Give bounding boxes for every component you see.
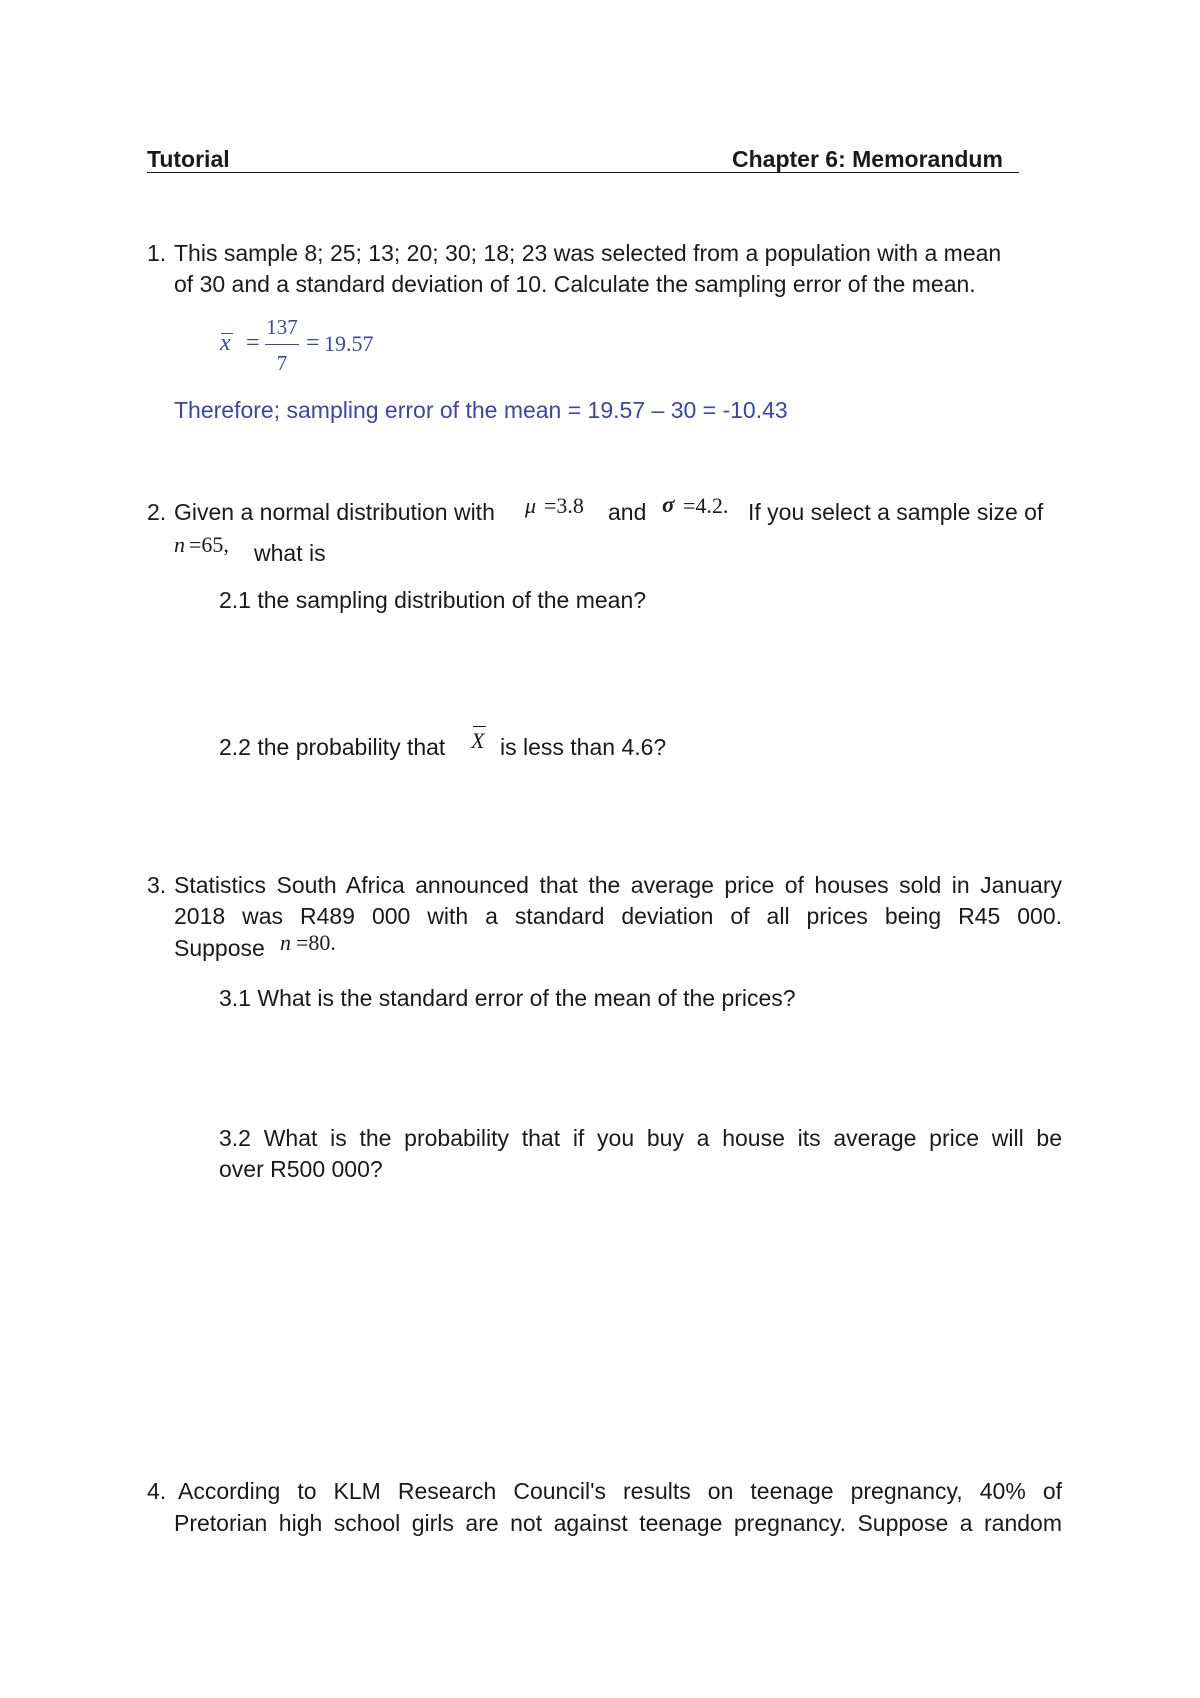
header-underline (147, 172, 1019, 173)
question-2-number: 2. (147, 499, 167, 525)
question-3-line-1: Statistics South Africa announced that the average price of houses sold in January (174, 872, 1062, 898)
header-left-title: Tutorial (147, 146, 230, 172)
question-2-1: 2.1 the sampling distribution of the mean? (219, 587, 647, 613)
q1-formula-fraction-bar (265, 344, 299, 345)
question-2-tail: If you select a sample size of (748, 499, 1044, 525)
x-bar-variable: x (220, 330, 231, 356)
question-3-number: 3. (147, 872, 167, 898)
question-4-line-2: Pretorian high school girls are not against teenage pregnancy. Suppose a random (174, 1510, 1062, 1536)
sigma-value: =4.2. (683, 493, 729, 518)
q1-formula-equals-1: = (246, 330, 260, 356)
sigma-symbol: σ (662, 492, 675, 517)
x-bar-overline (221, 333, 233, 334)
question-3-2-line-1: 3.2 What is the probability that if you buy a house its average price will be (219, 1125, 1062, 1151)
q3-n-value: =80. (296, 930, 336, 955)
question-4-line-1: According to KLM Research Council's results on teenage pregnancy, 40% of (178, 1478, 1062, 1504)
question-3-2-line-2: over R500 000? (219, 1156, 383, 1182)
question-1-line-1: This sample 8; 25; 13; 20; 30; 18; 23 was selected from a population with a mean (174, 240, 1002, 266)
q3-n-symbol: n (280, 930, 291, 955)
n-symbol: n (174, 532, 185, 557)
question-2-what-is: what is (254, 540, 326, 566)
question-3-line-2: 2018 was R489 000 with a standard deviation of all prices being R45 000. (174, 903, 1062, 929)
q1-formula-numerator: 137 (266, 315, 298, 339)
q1-formula-result: 19.57 (324, 331, 374, 356)
question-2-and: and (608, 499, 647, 525)
question-3-1: 3.1 What is the standard error of the mean of the prices? (219, 985, 796, 1011)
x-bar-symbol-overline (473, 726, 486, 727)
mu-symbol: μ (525, 493, 537, 518)
x-bar-symbol: X (471, 728, 485, 753)
header-right-title: Chapter 6: Memorandum (732, 146, 1003, 172)
q1-formula (220, 330, 231, 357)
question-2-2-suffix: is less than 4.6? (500, 734, 667, 760)
question-1-line-2: of 30 and a standard deviation of 10. Calculate the sampling error of the mean. (174, 271, 976, 297)
n-value: =65, (189, 532, 229, 557)
question-3-suppose: Suppose (174, 935, 265, 961)
mu-value: =3.8 (544, 493, 584, 518)
q1-formula-equals-2: = (306, 330, 320, 356)
q1-formula-denominator: 7 (276, 351, 288, 375)
question-4-number: 4. (147, 1478, 167, 1504)
question-2-2-prefix: 2.2 the probability that (219, 734, 446, 760)
question-2-intro: Given a normal distribution with (174, 499, 495, 525)
question-1-answer: Therefore; sampling error of the mean = 19.57 – 30 = -10.43 (174, 397, 788, 423)
question-1-number: 1. (147, 240, 167, 266)
